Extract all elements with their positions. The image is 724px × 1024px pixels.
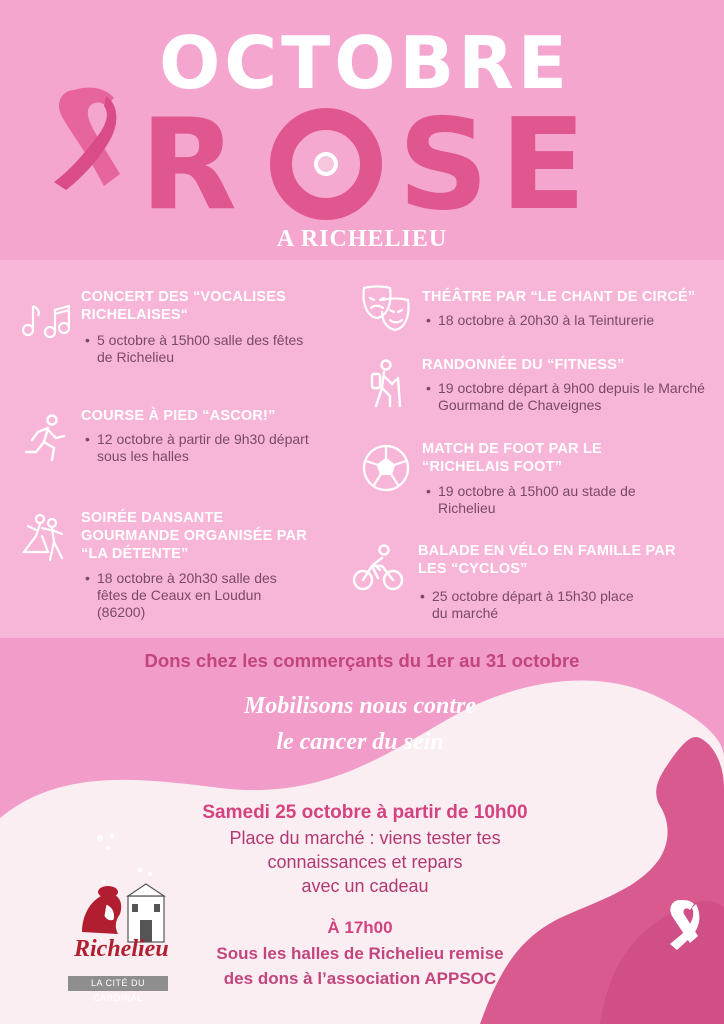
event-detail: • 18 octobre à 20h30 à la Teinturerie [438,312,708,329]
saturday-line-1: Place du marché : viens tester tes [229,828,501,848]
evening-info [170,915,550,991]
title-letter-e: E [500,91,587,238]
event-title: COURSE À PIED “ASCOR!” [81,408,276,424]
title-letter-r: R [140,91,238,238]
slogan [150,688,570,760]
title-letter-o-target [270,108,382,220]
evening-line-1: Sous les halles de Richelieu remise [216,944,504,963]
donations-text: Dons chez les commerçants du 1er au 31 octobre [144,650,580,671]
event-detail: • 18 octobre à 20h30 salle des fêtes de Ceaux en Loudun (86200) [97,570,297,621]
event-detail: • 12 octobre à partir de 9h30 départ sous les halles [97,431,312,465]
header [0,0,724,260]
event-detail: • 19 octobre départ à 9h00 depuis le Marché Gourmand de Chaveignes [438,380,708,414]
event-title: THÉÂTRE PAR “LE CHANT DE CIRCÉ” [422,289,696,305]
evening-line-2: des dons à l’association APPSOC [223,969,497,988]
hiker-icon [360,358,412,410]
event-detail: • 5 octobre à 15h00 salle des fêtes de Richelieu [97,332,312,366]
event-title: SOIRÉE DANSANTE GOURMANDE ORGANISÉE PAR “LA DÉTENTE” [81,510,307,562]
evening-time: À 17h00 [327,918,393,937]
slogan-line-2: le cancer du sein [276,729,444,755]
richelieu-logo [62,880,172,1003]
event-detail: • 25 octobre départ à 15h30 place du marché [432,588,652,622]
title-octobre: OCTOBRE [159,21,571,105]
saturday-title: Samedi 25 octobre à partir de 10h00 [202,802,528,823]
saturday-line-2: connaissances et repars [267,852,463,872]
event-title: MATCH DE FOOT PAR LE “RICHELAIS FOOT” [422,441,602,475]
event-title: CONCERT DES “VOCALISES RICHELAISES“ [81,289,287,323]
soccer-ball-icon [360,442,412,494]
logo-name: Richelieu [74,936,169,962]
event-title: BALADE EN VÉLO EN FAMILLE PAR LES “CYCLOS” [418,543,676,577]
logo-tagline: LA CITÉ DU CARDINAL [68,976,168,991]
saturday-line-3: avec un cadeau [301,876,429,896]
saturday-info [150,800,580,898]
runner-icon [18,412,70,464]
subtitle: A RICHELIEU [276,226,448,252]
cyclist-icon [352,542,404,594]
title-rose [140,91,590,238]
events-panel [0,260,724,638]
dancers-icon [18,512,70,564]
music-notes-icon [18,294,70,346]
theater-masks-icon [360,282,412,334]
target-center [314,152,338,176]
title-letter-s: S [398,91,489,238]
slogan-line-1: Mobilisons nous contre [243,693,477,719]
pink-ribbon-icon [44,82,134,192]
event-detail: • 19 octobre à 15h00 au stade de Richelieu [438,483,658,517]
event-title: RANDONNÉE DU “FITNESS” [422,357,625,373]
